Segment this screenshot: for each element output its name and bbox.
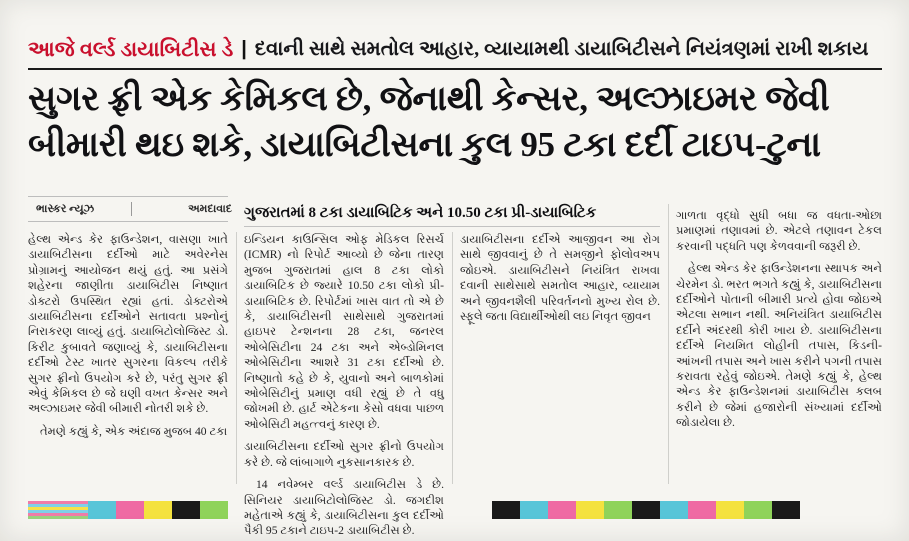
color-swatch <box>520 501 548 519</box>
kicker-bar <box>28 34 882 64</box>
paragraph: તેમણે કહ્યું કે, એક અંદાજ મુજબ 40 ટકા <box>40 424 228 438</box>
color-swatch <box>172 501 200 519</box>
color-swatch <box>688 501 716 519</box>
paragraph: ઇન્ડિયન કાઉન્સિલ ઓફ મેડિકલ રિસર્ચ (ICMR) નો રિપોર્ટ આવ્યો છે જેના તારણ મુજબ ગુજરાતમાં હાલ 8 ટકા લોકો ડાયાબિટિક છે જ્યારે 10.50 ટકા લોકો પ્રી-ડાયાબિટિક છે. રિપોર્ટમાં ખાસ વાત તો એ છે કે, ડાયાબિટીસની સાથેસાથે ગુજરાતમાં હાઇપર ટેન્શનના 28 ટકા, જનરલ ઓબેસિટીના 24 ટકા અને એબ્ડોમિનલ ઓબેસિટીના આશરે 31 ટકા દર્દીઓ છે. નિષ્ણાતો કહે છે કે, યુવાનો અને બાળકોમાં ઓબેસિટીનું પ્રમાણ વધી રહ્યું છે તે વધુ જોખમી છે. હાર્ટ એટેકના કેસો વધવા પાછળ ઓબેસિટી મહત્ત્વનું કારણ છે. <box>244 233 444 431</box>
headline-line-2: બીમારી થઇ શકે, ડાયાબિટીસના કુલ 95 ટકા દર્દી ટાઇપ-ટુના <box>28 125 821 164</box>
color-swatch <box>576 501 604 519</box>
rule-under-byline <box>28 221 228 222</box>
paragraph: 14 નવેમ્બર વર્લ્ડ ડાયાબિટીસ ડે છે. સિનિયર ડાયાબિટોલોજિસ્ટ ડો. જગદીશ મહેતાએ કહ્યું કે, ડાયાબિટીસના કુલ દર્દીઓ પૈકી 95 ટકાને ટાઇપ-2 ડાયાબિટીસ છે. <box>244 478 444 538</box>
print-registration-bar-left <box>28 501 228 519</box>
paragraph: ડાયાબિટીસના દર્દીએ આજીવન આ રોગ સાથે જીવવાનું છે તે સમજીને ફોલોવઅપ જોઇએ. ડાયાબિટીસને નિયંત્રિત રાખવા દવાની સાથેસાથે સમતોલ આહાર, વ્યાયામ અને જીવનશૈલી પરિવર્તનનો મુખ્ય રોલ છે. સ્ફૂલે જતા વિદ્યાર્થીઓથી લઇ નિવૃત જીવન <box>460 233 660 324</box>
paragraph: હેલ્થ એન્ડ કેર ફાઉન્ડેશનના સ્થાપક અને ચેરમેન ડો. ભરત ભગતે કહ્યું કે, ડાયાબિટીસના દર્દીઓને પોતાની બીમારી પ્રત્યે હોવા જોઇએ એટલા સભાન નથી. અનિયંત્રિત ડાયાબિટીસ દર્દીને અંદરથી કોરી ખાય છે. ડાયાબિટીસના દર્દીએ નિયમિત લોહીની તપાસ, કિડની-આંખની તપાસ અને ખાસ કરીને પગની તપાસ કરાવતા રહેવું જોઇએ. તેમણે કહ્યું કે, હેલ્થ એન્ડ કેર ફાઉન્ડેશનમાં ડાયાબિટીસ કલબ કરીને છે જેમાં હજારોની સંખ્યામાં દર્દીઓ જોડાયેલા છે. <box>676 262 882 430</box>
color-swatch <box>200 501 228 519</box>
article-column-2 <box>244 232 444 541</box>
color-swatch <box>492 501 520 519</box>
color-swatch <box>116 501 144 519</box>
article-column-4 <box>676 208 882 438</box>
color-swatch <box>144 501 172 519</box>
color-swatch <box>660 501 688 519</box>
rule-under-kicker <box>28 68 882 70</box>
color-swatch <box>744 501 772 519</box>
kicker-red-text: આજે વર્લ્ડ ડાયાબિટીસ ડે <box>28 36 234 61</box>
rule-above-byline <box>28 196 228 197</box>
color-swatch <box>772 501 800 519</box>
column-divider-3 <box>668 204 669 484</box>
headline-line-1: સુગર ફ્રી એક કેમિકલ છે, જેનાથી કેન્સર, અલ્ઝાઇમર જેવી <box>28 79 830 118</box>
byline <box>36 203 232 216</box>
registration-stripes <box>28 501 88 519</box>
page-headline <box>28 76 888 168</box>
color-swatch <box>604 501 632 519</box>
color-swatch <box>88 501 116 519</box>
column-divider-1 <box>236 232 237 484</box>
article-column-1 <box>28 232 228 446</box>
byline-place: અમદાવાદ <box>188 203 232 215</box>
print-registration-bar-right <box>492 501 800 519</box>
paragraph: ડાયાબિટીસના દર્દીઓ સુગર ફ્રીનો ઉપયોગ કરે છે. જે લાંબાગાળે નુકસાનકારક છે. <box>244 440 444 469</box>
color-swatch <box>548 501 576 519</box>
paragraph: ગાળતા વૃદ્ધો સુધી બધા જ વધતા-ઓછા પ્રમાણમાં તણાવમાં છે. એટલે તણાવન ટેકલ કરવાની પદ્ધતિ પણ કેળવવાની જરૂરી છે. <box>676 209 882 253</box>
kicker-separator: | <box>241 37 247 60</box>
color-swatch <box>716 501 744 519</box>
byline-source: ભાસ્કર ન્યૂઝ <box>36 203 95 215</box>
color-swatch <box>632 501 660 519</box>
column-divider-2 <box>452 232 453 484</box>
section-subhead: ગુજરાતમાં 8 ટકા ડાયાબિટિક અને 10.50 ટકા પ્રી-ડાયાબિટિક <box>244 205 597 221</box>
byline-divider <box>131 202 132 216</box>
article-column-3 <box>460 232 660 331</box>
kicker-black-text: દવાની સાથે સમતોલ આહાર, વ્યાયામથી ડાયાબિટીસને નિયંત્રણમાં રાખી શકાય <box>254 37 869 60</box>
rule-under-subhead <box>244 226 660 227</box>
paragraph: હેલ્થ એન્ડ કેર ફાઉન્ડેશન, વાસણા ખાતે ડાયાબિટીસના દર્દીઓ માટે અવેરનેસ પ્રોગ્રામનું આયોજન થયું હતું. આ પ્રસંગે શહેરના જાણીતા ડાયાબિટીસ નિષ્ણાત ડોક્ટરો ઉપસ્થિત રહ્યાં હતાં. ડોક્ટરોએ ડાયાબિટીસના દર્દીઓને સતાવતા પ્રશ્નોનું નિરાકરણ લાવ્યું હતું. ડાયાબિટોલોજિસ્ટ ડો. કિરીટ કુબાવતે જણાવ્યું કે, ડાયાબિટીસના દર્દીઓ ટેસ્ટ ખાતર સુગરના વિકલ્પ તરીકે સુગર ફ્રીનો ઉપયોગ કરે છે, પરંતુ સુગર ફ્રી એવું કેમિકલ છે જે ઘણી વખત કેન્સર અને અલ્ઝાઇમર જેવી બીમારી નોતરી શકે છે. <box>28 233 228 416</box>
